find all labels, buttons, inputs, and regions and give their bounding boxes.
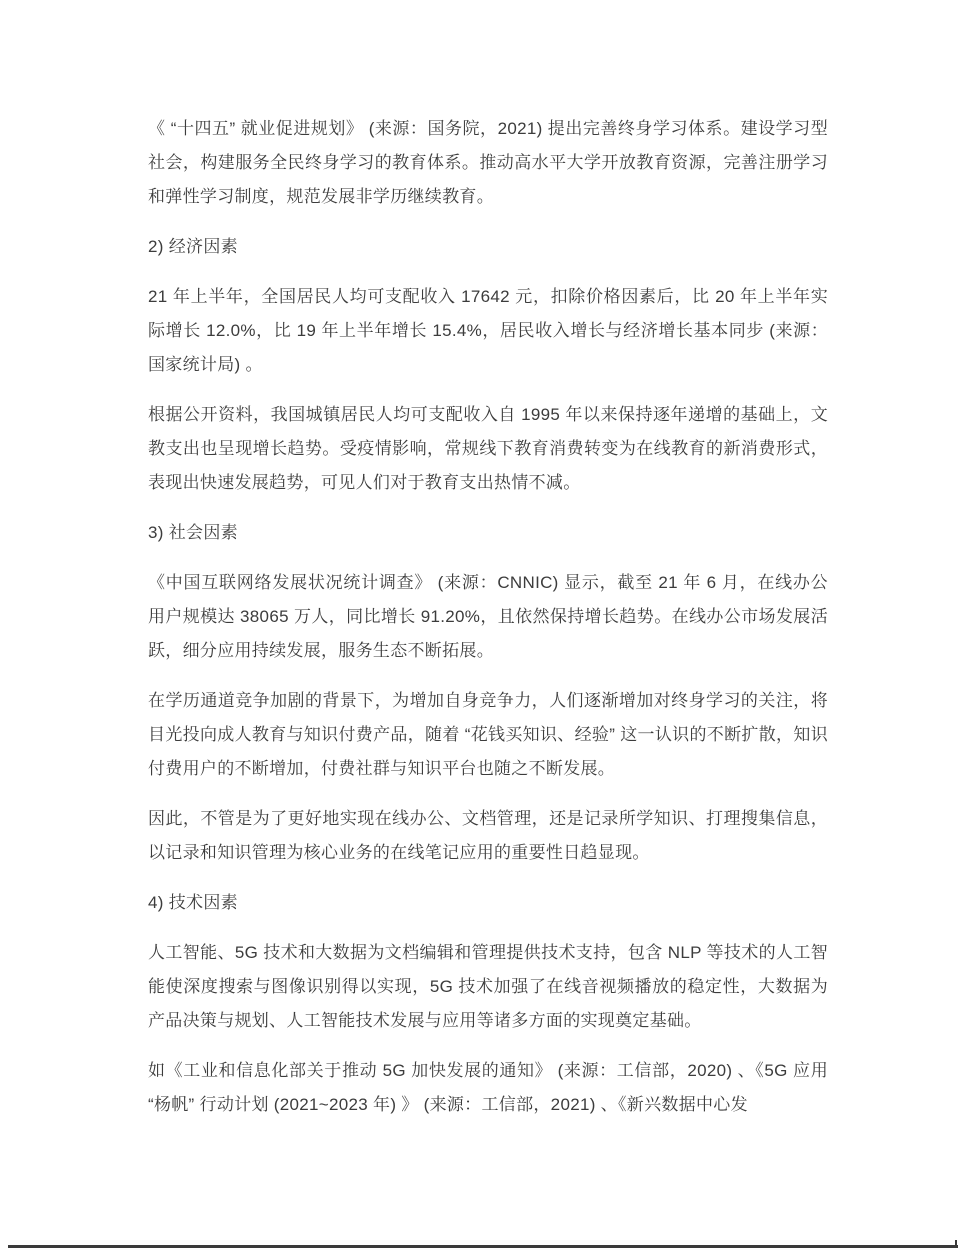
paragraph-ai-5g-bigdata: 人工智能、5G 技术和大数据为文档编辑和管理提供技术支持，包含 NLP 等技术的人工智能使深度搜索与图像识别得以实现，5G 技术加强了在线音视频播放的稳定性，大数据为产品决策与规划、人工智能技术发展与应用等诸多方面的实现奠定基础。 xyxy=(148,943,828,1030)
paragraph-education-spending: 根据公开资料，我国城镇居民人均可支配收入自 1995 年以来保持逐年递增的基础上，文教支出也呈现增长趋势。受疫情影响，常规线下教育消费转变为在线教育的新消费形式，表现出快速发展趋势，可见人们对于教育支出热情不减。 xyxy=(148,405,828,492)
paragraph-online-notes-importance: 因此，不管是为了更好地实现在线办公、文档管理，还是记录所学知识、打理搜集信息，以记录和知识管理为核心业务的在线笔记应用的重要性日趋显现。 xyxy=(148,809,828,862)
paragraph-income-statistics: 21 年上半年，全国居民人均可支配收入 17642 元，扣除价格因素后，比 20 年上半年实际增长 12.0%，比 19 年上半年增长 15.4%，居民收入增长与经济增长基本同步 (来源：国家统计局) 。 xyxy=(148,287,828,374)
paragraph-5g-policies: 如《工业和信息化部关于推动 5G 加快发展的通知》 (来源：工信部，2020) 、《5G 应用 “杨帆” 行动计划 (2021~2023 年) 》 (来源：工信部，2021) 、《新兴数据中心发 xyxy=(148,1061,828,1114)
heading-social-factors: 3) 社会因素 xyxy=(148,523,238,542)
page-bottom-rule-corner xyxy=(955,1240,957,1245)
paragraph-cnnic-online-office: 《中国互联网络发展状况统计调查》 (来源：CNNIC) 显示，截至 21 年 6 月，在线办公用户规模达 38065 万人，同比增长 91.20%，且依然保持增长趋势。在线办公市场发展活跃，细分应用持续发展，服务生态不断拓展。 xyxy=(148,573,828,660)
document-page xyxy=(148,112,828,1138)
paragraph-policy-14th-five-year: 《 “十四五” 就业促进规划》 (来源：国务院，2021) 提出完善终身学习体系。建设学习型社会，构建服务全民终身学习的教育体系。推动高水平大学开放教育资源，完善注册学习和弹性学习制度，规范发展非学历继续教育。 xyxy=(148,119,828,206)
heading-economic-factors: 2) 经济因素 xyxy=(148,237,238,256)
heading-technology-factors: 4) 技术因素 xyxy=(148,893,238,912)
paragraph-lifelong-learning: 在学历通道竞争加剧的背景下，为增加自身竞争力，人们逐渐增加对终身学习的关注，将目光投向成人教育与知识付费产品，随着 “花钱买知识、经验” 这一认识的不断扩散，知识付费用户的不断增加，付费社群与知识平台也随之不断发展。 xyxy=(148,691,828,778)
page-bottom-rule xyxy=(8,1245,958,1248)
